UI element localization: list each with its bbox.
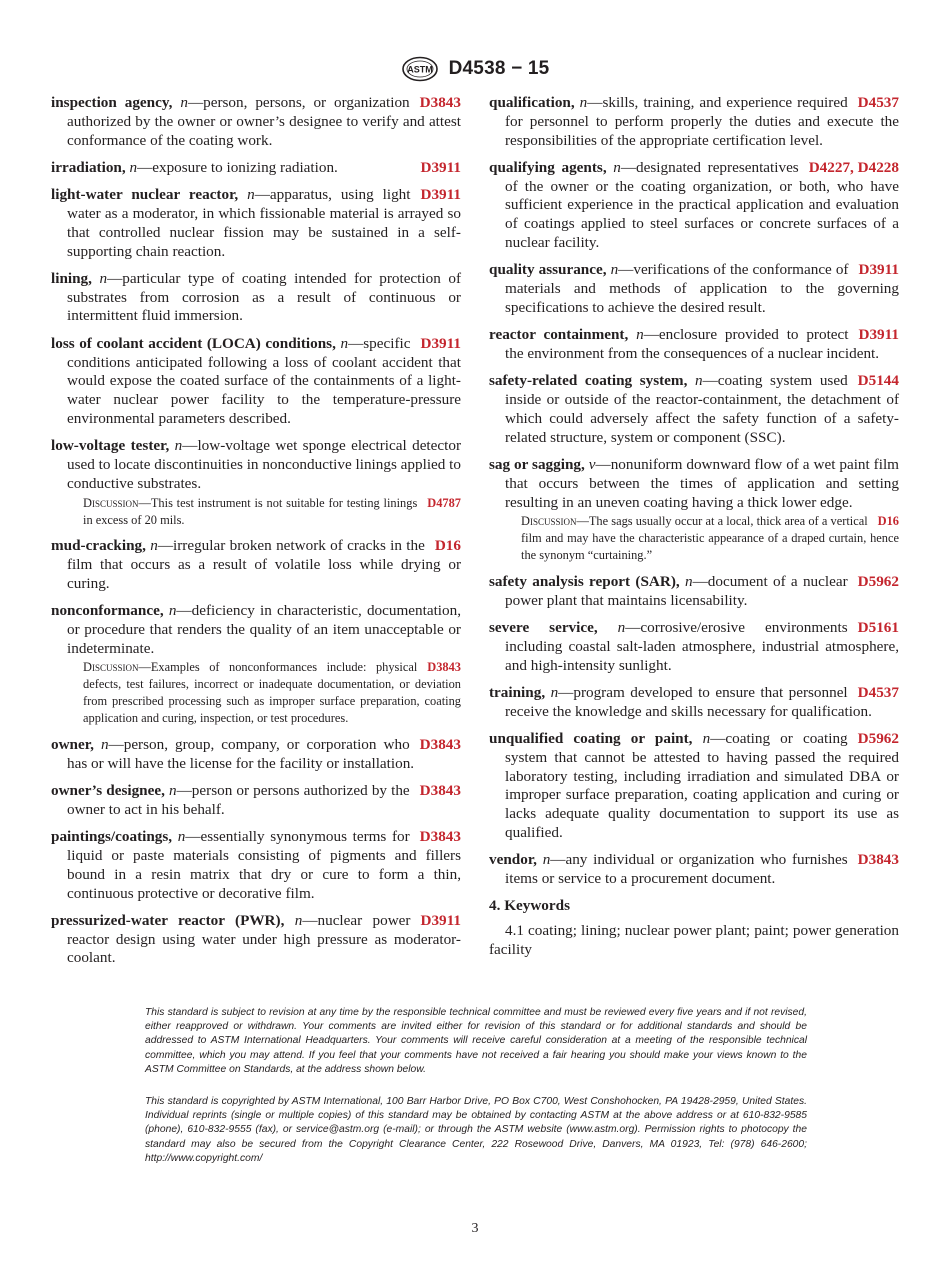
discussion-text: —Examples of nonconformances include: physical defects, test failures, incorrect or inadequate documentation, or deviation from prescribed processing such as improper surface preparation, coating application and curing, inspection, or test procedures. <box>83 660 461 726</box>
definition-text: —person, persons, or organization authorized by the owner or owner’s designee to verify and attest conformance of the coating work. <box>67 94 461 149</box>
glossary-term: qualification, <box>489 94 575 111</box>
glossary-entry <box>489 851 899 889</box>
definition-text: —designated representatives of the owner or the coating organization, or both, who have sufficient experience in the practical application and evaluation of coatings applied to steel surfaces or concrete surfaces of a nuclear facility. <box>505 158 899 252</box>
glossary-entry <box>489 372 899 447</box>
reference-code: D4787 <box>427 495 461 510</box>
glossary-entry <box>51 736 461 774</box>
part-of-speech: n <box>174 437 183 455</box>
definition-text: —specific conditions anticipated following a loss of coolant accident that would expose the coated surface of the containments of a light-water nuclear power facility to the temperature-pressure environmental parameters described. <box>67 334 461 427</box>
definition-text: —any individual or organization who furnishes items or service to a procurement document. <box>505 851 848 888</box>
glossary-term: safety-related coating system, <box>489 372 688 390</box>
discussion-label: Discussion <box>521 514 577 529</box>
reference-code: D3911 <box>420 158 461 176</box>
revision-notice: This standard is subject to revision at any time by the responsible technical committee and must be reviewed every five years and if not revised, either reapproved or withdrawn. Your comments are invited either for revision of this standard or for additional standards and should be addressed to ASTM International Headquarters. Your comments will receive careful consideration at a meeting of the responsible technical committee, which you may attend. If you feel that your comments have not received a fair hearing you should make your views known to the ASTM Committee on Standards, at the address shown below. <box>145 1007 807 1075</box>
glossary-entry <box>489 94 899 150</box>
glossary-entry <box>489 573 899 611</box>
discussion-note <box>505 513 899 564</box>
part-of-speech: n <box>340 334 349 352</box>
glossary-term: owner, <box>51 735 94 753</box>
definition-text: —nuclear power reactor design using water under high pressure as moderator-coolant. <box>67 911 461 967</box>
definition-text: —deficiency in characteristic, documentation, or procedure that renders the quality of an item unacceptable or indeterminate. <box>67 602 461 657</box>
glossary-term: irradiation, <box>51 158 126 176</box>
reference-code: D16 <box>877 514 899 529</box>
section-heading: 4. Keywords <box>489 897 570 915</box>
part-of-speech: n <box>694 372 703 390</box>
reference-code: D3911 <box>420 334 461 352</box>
discussion-label: Discussion <box>83 495 139 510</box>
reference-code: D5161 <box>857 619 899 637</box>
keywords-paragraph: 4.1 coating; lining; nuclear power plant; paint; power generation facility <box>489 922 899 959</box>
glossary-entry <box>51 437 461 528</box>
definition-text: —person or persons authorized by the owner to act in his behalf. <box>67 782 410 818</box>
part-of-speech: n <box>129 158 138 176</box>
glossary-entry <box>51 270 461 326</box>
definition-text: —coating system used inside or outside of the reactor-containment, the detachment of which could adversely affect the safety function of a safety-related structure, system or component (SSC). <box>505 372 899 446</box>
glossary-term: nonconformance, <box>51 602 164 620</box>
copyright-notice: This standard is copyrighted by ASTM International, 100 Barr Harbor Drive, PO Box C700, West Conshohocken, PA 19428-2959, United States. Individual reprints (single or multiple copies) of this standard may be obtained by contacting ASTM at the above address or at 610-832-9585 (phone), 610-832-9555 (fax), or service@astm.org (e-mail); or through the ASTM website (www.astm.org). Permission rights to photocopy the standard may also be secured from the Copyright Clearance Center, 222 Rosewood Drive, Danvers, MA 01923, Tel: (978) 646-2600; http://www.copyright.com/ <box>145 1096 807 1164</box>
glossary-term: quality assurance, <box>489 261 607 279</box>
definition-text: —skills, training, and experience required for personnel to perform properly the duties and execute the responsibilities of the appropriate certification level. <box>505 94 899 149</box>
part-of-speech: n <box>610 261 619 279</box>
glossary-entry <box>489 730 899 843</box>
glossary-entry <box>51 782 461 820</box>
glossary-term: low-voltage tester, <box>51 437 170 455</box>
glossary-entry <box>51 912 461 968</box>
glossary-term: safety analysis report (SAR), <box>489 572 680 590</box>
definition-text: —nonuniform downward flow of a wet paint film that occurs between the times of application and setting resulting in an uneven coating having a thick lower edge. <box>505 456 899 511</box>
glossary-entry <box>489 159 899 253</box>
glossary-entry <box>489 684 899 722</box>
discussion-note <box>67 659 461 727</box>
definition-text: —document of a nuclear power plant that maintains licensability. <box>505 572 848 609</box>
glossary-entry <box>51 159 461 178</box>
definition-text: —irregular broken network of cracks in the film that occurs as a result of volatile loss while drying or curing. <box>67 537 461 592</box>
right-column <box>489 94 899 959</box>
document-id: D4538 − 15 <box>448 58 550 79</box>
part-of-speech: n <box>617 619 626 637</box>
definition-text: —low-voltage wet sponge electrical detector used to locate discontinuities in nonconductive linings applied to conductive substrates. <box>67 437 462 492</box>
reference-code: D3843 <box>419 828 461 846</box>
definition-text: —verifications of the conformance of materials and methods of application to the governing specifications to achieve the desired result. <box>505 261 899 316</box>
discussion-note <box>67 495 461 529</box>
glossary-term: mud-cracking, <box>51 537 146 555</box>
glossary-entry <box>489 261 899 317</box>
part-of-speech: n <box>169 782 177 800</box>
glossary-entry <box>489 619 899 675</box>
glossary-entry <box>51 602 461 727</box>
glossary-term: loss of coolant accident (LOCA) conditions, <box>51 334 336 352</box>
part-of-speech: n <box>168 602 177 620</box>
definition-text: —essentially synonymous terms for liquid or paste materials consisting of pigments and fillers bound in a resin matrix that dry or cure to form a thin, continuous protective or decorative film. <box>67 828 461 902</box>
part-of-speech: n <box>636 326 644 344</box>
part-of-speech: v <box>588 456 596 474</box>
reference-code: D5144 <box>857 372 899 390</box>
glossary-term: training, <box>489 683 546 701</box>
reference-code: D3911 <box>858 326 899 344</box>
definition-text: —apparatus, using light water as a moderator, in which fissionable material is arrayed so that controlled nuclear fission may be sustained in a self-supporting chain reaction. <box>67 186 461 260</box>
definition-text: —person, group, company, or corporation who has or will have the license for the facility or installation. <box>67 735 415 772</box>
astm-logo-icon <box>401 56 439 82</box>
part-of-speech: n <box>100 735 109 753</box>
part-of-speech: n <box>702 730 711 748</box>
reference-code: D3911 <box>858 261 899 279</box>
glossary-entry <box>51 335 461 429</box>
reference-code: D3843 <box>419 782 461 800</box>
left-column <box>51 94 461 977</box>
reference-code: D4227, D4228 <box>808 158 899 176</box>
glossary-entry <box>51 537 461 593</box>
part-of-speech: n <box>247 186 255 204</box>
definition-text: —program developed to ensure that personnel receive the knowledge and skills necessary for qualification. <box>505 683 872 720</box>
reference-code: D4537 <box>857 683 899 701</box>
glossary-term: vendor, <box>489 851 537 869</box>
svg-text:ASTM: ASTM <box>406 64 433 75</box>
glossary-term: unqualified coating or paint, <box>489 730 693 748</box>
discussion-text: —This test instrument is not suitable for testing linings in excess of 20 mils. <box>83 495 418 527</box>
definition-text: —exposure to ionizing radiation. <box>137 158 338 176</box>
reference-code: D5962 <box>857 572 899 590</box>
definition-text: —enclosure provided to protect the environment from the consequences of a nuclear incident. <box>505 326 880 363</box>
reference-code: D16 <box>434 537 461 555</box>
reference-code: D4537 <box>857 94 899 111</box>
glossary-term: severe service, <box>489 619 598 637</box>
part-of-speech: n <box>180 94 188 111</box>
definition-text: —particular type of coating intended for protection of substrates from corrosion as a result of continuous or intermittent fluid immersion. <box>67 269 461 325</box>
glossary-term: reactor containment, <box>489 326 629 344</box>
reference-code: D3843 <box>857 851 899 869</box>
glossary-entry <box>51 186 461 261</box>
reference-code: D3911 <box>420 911 461 929</box>
definition-text: —corrosive/erosive environments including coastal salt-laden atmosphere, industrial atmosphere, and high-intensity sunlight. <box>505 619 899 674</box>
reference-code: D5962 <box>857 730 899 748</box>
glossary-term: qualifying agents, <box>489 158 607 176</box>
part-of-speech: n <box>613 158 621 176</box>
page-header <box>0 56 950 82</box>
definition-text: —coating or coating system that cannot be attested to having passed the required laboratory testing, including irradiation and simulated DBA or improper surface preparation, coating application and curing or lacks adequate quality documentation to support its use as qualified. <box>505 730 899 841</box>
part-of-speech: n <box>542 851 551 869</box>
glossary-term: inspection agency, <box>51 94 173 111</box>
glossary-term: pressurized-water reactor (PWR), <box>51 911 285 929</box>
reference-code: D3911 <box>420 186 461 204</box>
part-of-speech: n <box>579 94 588 111</box>
part-of-speech: n <box>99 269 108 287</box>
part-of-speech: n <box>685 572 693 590</box>
glossary-term: sag or sagging, <box>489 456 585 474</box>
glossary-entry <box>489 456 899 564</box>
part-of-speech: n <box>294 911 303 929</box>
glossary-term: paintings/coatings, <box>51 828 173 846</box>
discussion-label: Discussion <box>83 660 139 675</box>
glossary-entry <box>51 94 461 150</box>
reference-code: D3843 <box>419 94 461 111</box>
reference-code: D3843 <box>427 660 461 675</box>
part-of-speech: n <box>177 828 186 846</box>
page-number: 3 <box>471 1221 479 1236</box>
glossary-entry <box>51 828 461 903</box>
part-of-speech: n <box>550 683 559 701</box>
glossary-term: owner’s designee, <box>51 782 165 800</box>
glossary-entry <box>489 326 899 364</box>
glossary-term: light-water nuclear reactor, <box>51 186 239 204</box>
part-of-speech: n <box>150 537 158 555</box>
discussion-text: —The sags usually occur at a local, thick area of a vertical film and may have the characteristic appearance of a draped curtain, hence the synonym “curtaining.” <box>521 514 899 563</box>
glossary-term: lining, <box>51 269 92 287</box>
reference-code: D3843 <box>419 735 461 753</box>
